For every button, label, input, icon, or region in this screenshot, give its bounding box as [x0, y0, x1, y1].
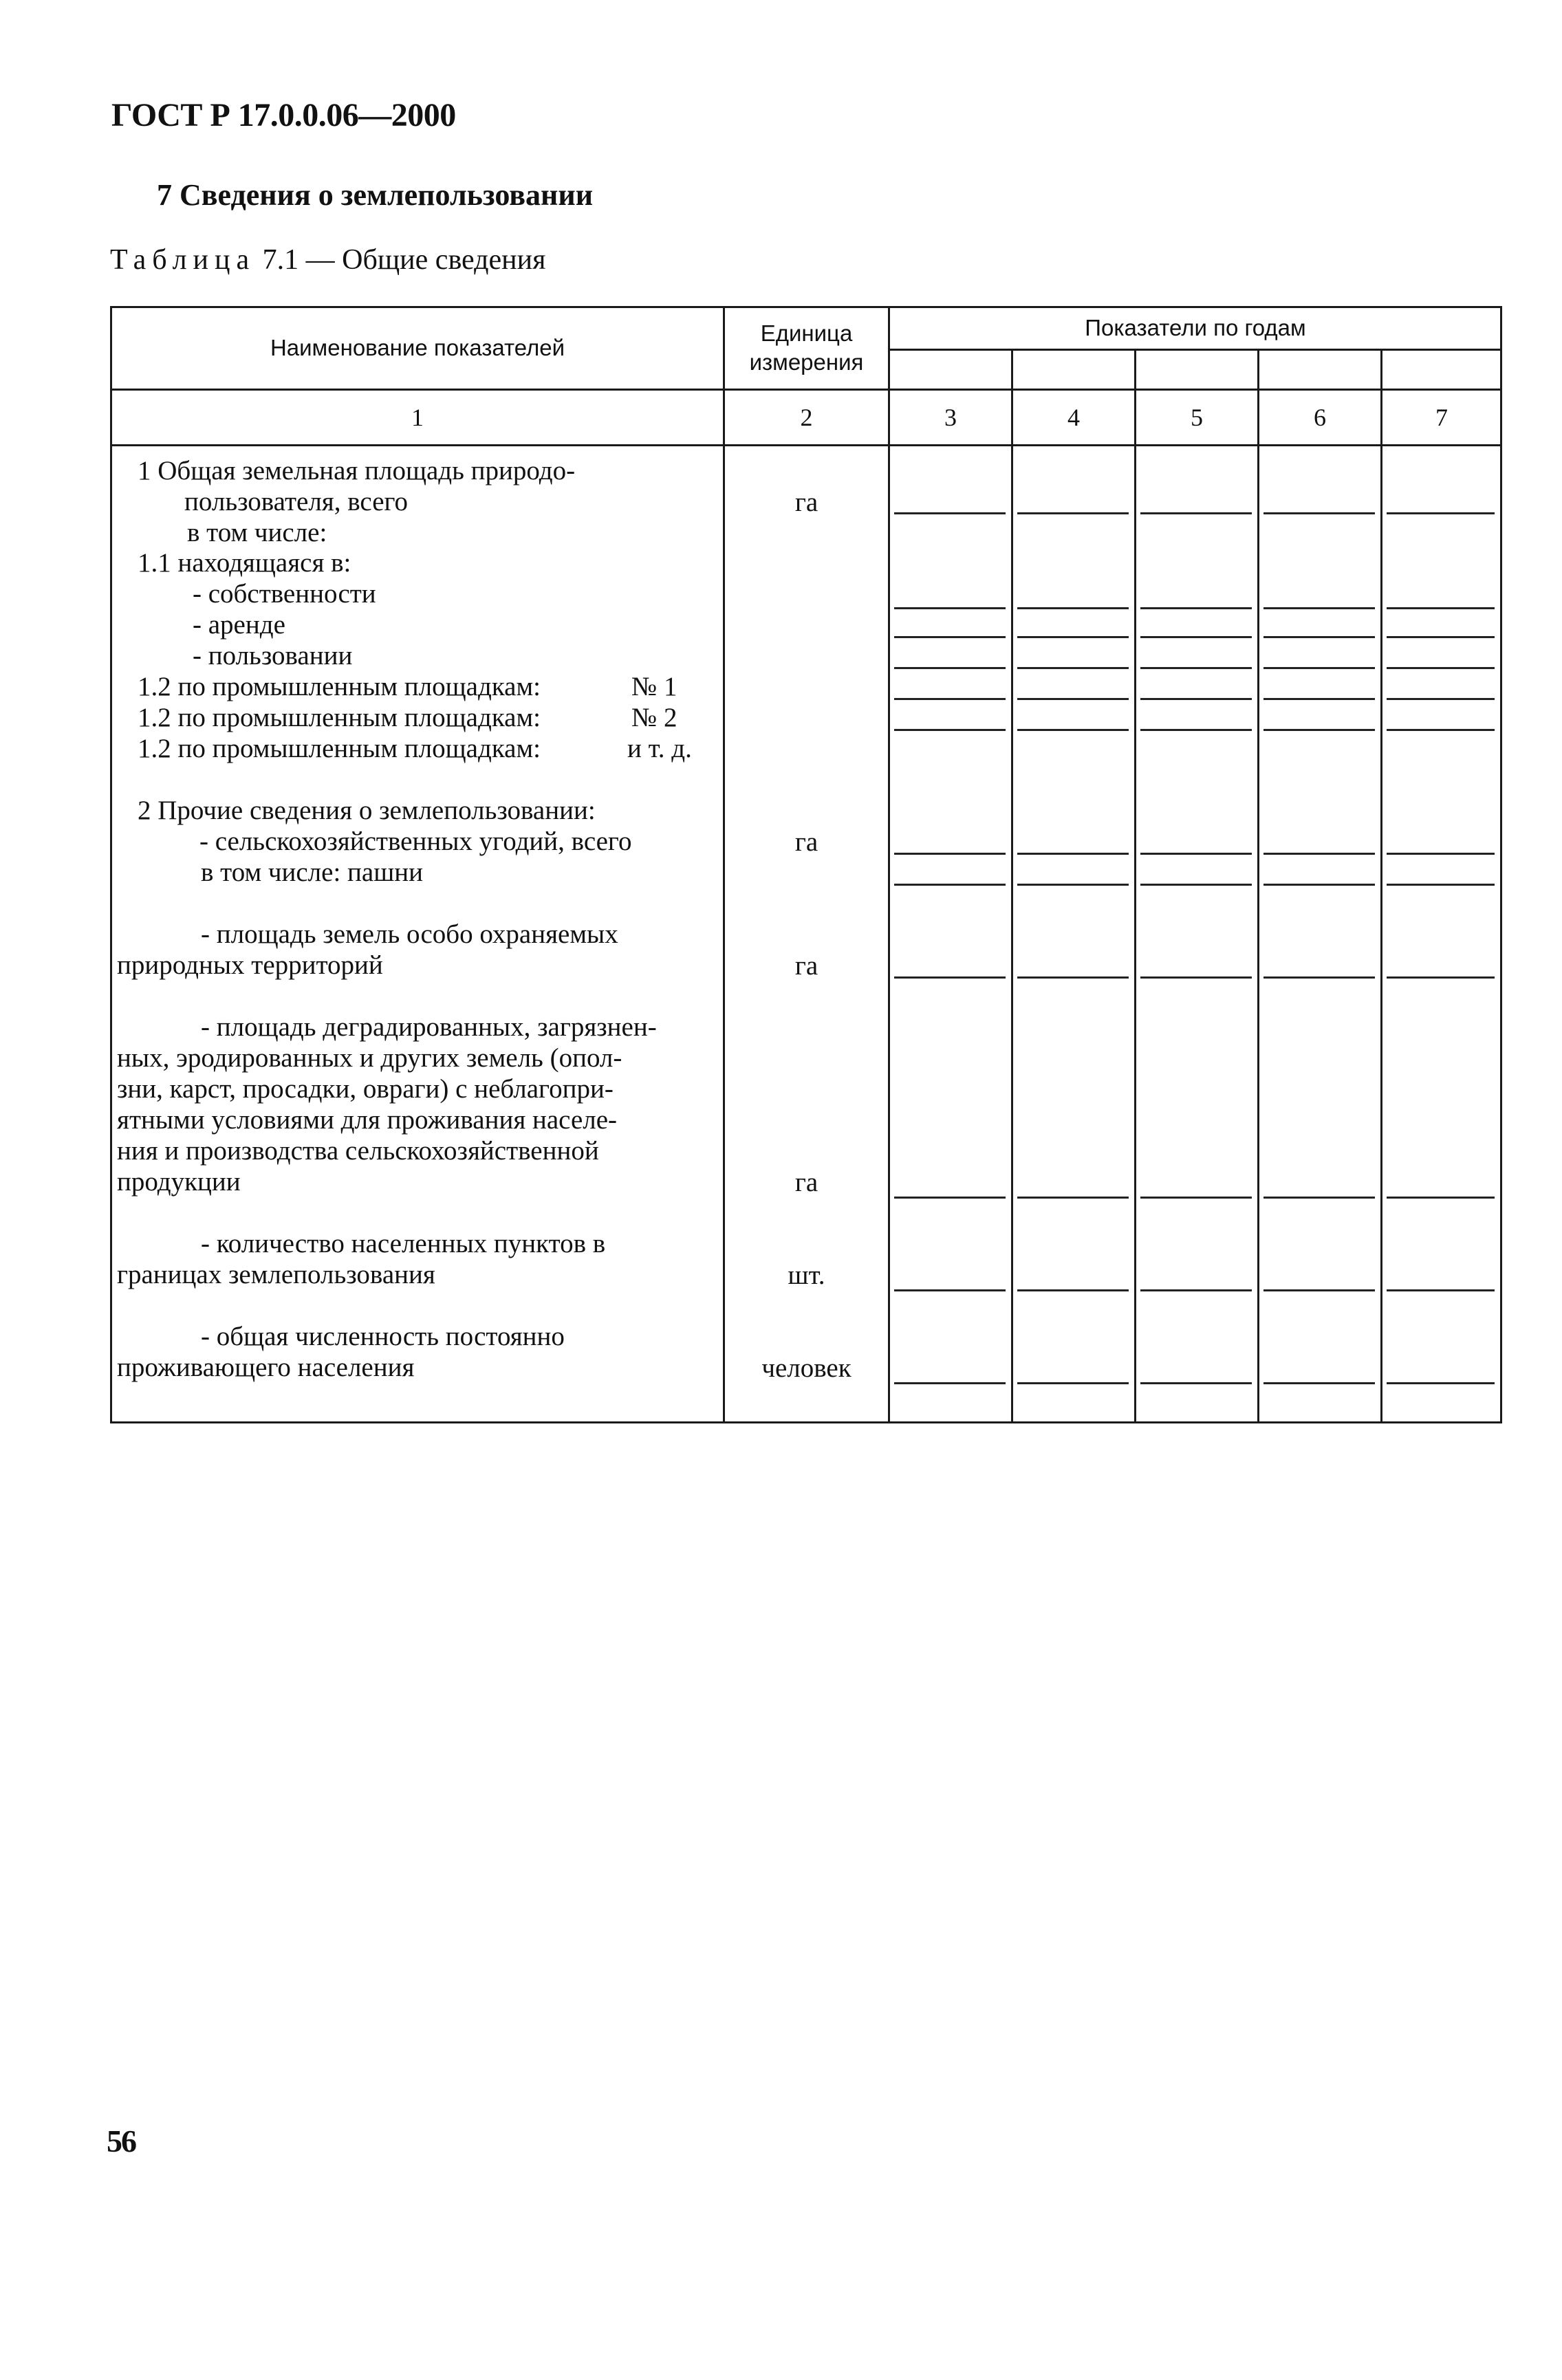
indicator-line: - площадь земель особо охраняемых [201, 919, 618, 949]
indicator-line: 1.2 по промышленным площадкам: [138, 672, 541, 701]
indicator-line: - сельскохозяйственных угодий, всего [199, 827, 632, 856]
blank-value-line [1140, 729, 1252, 731]
indicator-line: в том числе: [187, 518, 327, 547]
indicator-line: - количество населенных пунктов в [201, 1229, 606, 1258]
indicator-line: природных территорий [117, 950, 383, 980]
indicator-line: № 1 [631, 672, 677, 701]
column-number-4: 4 [1067, 404, 1080, 431]
blank-value-line [1263, 884, 1375, 886]
blank-value-line [1263, 667, 1375, 669]
blank-value-line [1140, 853, 1252, 855]
indicator-line: границах землепользования [117, 1260, 435, 1289]
blank-value-line [1017, 729, 1129, 731]
document-header: ГОСТ Р 17.0.0.06—2000 [111, 97, 456, 133]
blank-value-line [1017, 1289, 1129, 1291]
blank-value-line [1263, 976, 1375, 979]
blank-value-line [1017, 884, 1129, 886]
indicator-line: 1.1 находящаяся в: [138, 548, 351, 578]
years-group-rule [888, 349, 1502, 351]
blank-value-line [894, 1289, 1006, 1291]
blank-value-line [1263, 698, 1375, 700]
blank-value-line [1017, 607, 1129, 609]
blank-value-line [894, 976, 1006, 979]
blank-value-line [1140, 884, 1252, 886]
blank-value-line [1017, 853, 1129, 855]
unit-cell: га [794, 951, 818, 981]
blank-value-line [894, 1197, 1006, 1199]
year-column-divider [1011, 349, 1013, 1423]
blank-value-line [1263, 512, 1375, 514]
blank-value-line [1017, 512, 1129, 514]
header-unit-column-line2: измерения [749, 349, 864, 375]
blank-value-line [894, 636, 1006, 638]
blank-value-line [1263, 1382, 1375, 1384]
column-number-3: 3 [944, 404, 957, 431]
blank-value-line [894, 884, 1006, 886]
unit-cell: га [794, 488, 818, 517]
header-unit-column-line1: Единица [760, 320, 853, 346]
indicator-line: 1.2 по промышленным площадкам: [138, 734, 541, 763]
table-caption-label: Таблица [110, 244, 256, 276]
blank-value-line [894, 729, 1006, 731]
blank-value-line [894, 1382, 1006, 1384]
indicator-line: ных, эродированных и других земель (опол- [117, 1043, 622, 1073]
year-column-divider [1134, 349, 1136, 1423]
blank-value-line [1017, 1382, 1129, 1384]
column-number-7: 7 [1435, 404, 1448, 431]
year-column-divider [1257, 349, 1259, 1423]
header-years-group: Показатели по годам [1085, 315, 1306, 340]
blank-value-line [1387, 1289, 1495, 1291]
blank-value-line [1387, 884, 1495, 886]
unit-cell: шт. [788, 1260, 825, 1290]
blank-value-line [1140, 1382, 1252, 1384]
indicator-line: и т. д. [627, 734, 692, 763]
blank-value-line [1387, 607, 1495, 609]
column-number-6: 6 [1314, 404, 1326, 431]
indicator-line: ния и производства сельскохозяйственной [117, 1136, 599, 1166]
blank-value-line [1017, 667, 1129, 669]
indicator-line: ятными условиями для проживания населе- [117, 1105, 618, 1135]
blank-value-line [1263, 729, 1375, 731]
column-numbers-rule [110, 444, 1502, 446]
indicator-line: № 2 [631, 703, 677, 732]
indicator-line: - собственности [193, 579, 376, 609]
blank-value-line [894, 853, 1006, 855]
blank-value-line [1387, 667, 1495, 669]
blank-value-line [894, 512, 1006, 514]
indicator-line: проживающего населения [117, 1353, 415, 1382]
blank-value-line [1387, 512, 1495, 514]
blank-value-line [1140, 512, 1252, 514]
indicator-line: 1.2 по промышленным площадкам: [138, 703, 541, 732]
blank-value-line [1387, 729, 1495, 731]
indicator-line: - аренде [193, 610, 285, 640]
blank-value-line [1387, 853, 1495, 855]
blank-value-line [1017, 698, 1129, 700]
column-number-2: 2 [800, 404, 813, 431]
blank-value-line [1263, 1289, 1375, 1291]
blank-value-line [894, 698, 1006, 700]
blank-value-line [894, 607, 1006, 609]
indicator-line: - площадь деградированных, загрязнен- [201, 1012, 657, 1042]
section-title: 7 Сведения о землепользовании [157, 178, 594, 212]
blank-value-line [1263, 607, 1375, 609]
page-number: 56 [107, 2124, 135, 2159]
blank-value-line [1140, 698, 1252, 700]
blank-value-line [1387, 636, 1495, 638]
blank-value-line [1017, 976, 1129, 979]
blank-value-line [1263, 853, 1375, 855]
blank-value-line [1140, 636, 1252, 638]
blank-value-line [1140, 667, 1252, 669]
blank-value-line [894, 667, 1006, 669]
blank-value-line [1140, 976, 1252, 979]
blank-value-line [1263, 636, 1375, 638]
header-rule [110, 389, 1502, 391]
blank-value-line [1140, 1289, 1252, 1291]
year-column-divider [1380, 349, 1382, 1423]
blank-value-line [1387, 1197, 1495, 1199]
indicator-line: 2 Прочие сведения о землепользовании: [138, 796, 596, 825]
indicator-line: продукции [117, 1167, 241, 1197]
blank-value-line [1387, 976, 1495, 979]
unit-cell: га [794, 827, 818, 857]
indicator-line: зни, карст, просадки, овраги) с неблагопри- [117, 1074, 614, 1104]
blank-value-line [1017, 636, 1129, 638]
indicator-line: - пользовании [193, 641, 353, 670]
column-divider [888, 306, 890, 1423]
indicator-line: - общая численность постоянно [201, 1322, 565, 1351]
blank-value-line [1140, 607, 1252, 609]
unit-cell: человек [761, 1353, 851, 1383]
blank-value-line [1387, 1382, 1495, 1384]
indicator-line: в том числе: пашни [201, 858, 423, 887]
indicator-line: пользователя, всего [184, 487, 409, 516]
blank-value-line [1140, 1197, 1252, 1199]
column-number-5: 5 [1191, 404, 1203, 431]
column-divider [723, 306, 725, 1423]
unit-cell: га [794, 1168, 818, 1197]
blank-value-line [1017, 1197, 1129, 1199]
table-caption-text: 7.1 — Общие сведения [262, 244, 546, 276]
column-number-1: 1 [411, 404, 424, 431]
blank-value-line [1263, 1197, 1375, 1199]
table-caption [110, 243, 545, 276]
header-name-column: Наименование показателей [270, 335, 565, 360]
blank-value-line [1387, 698, 1495, 700]
indicator-line: 1 Общая земельная площадь природо- [138, 456, 576, 485]
